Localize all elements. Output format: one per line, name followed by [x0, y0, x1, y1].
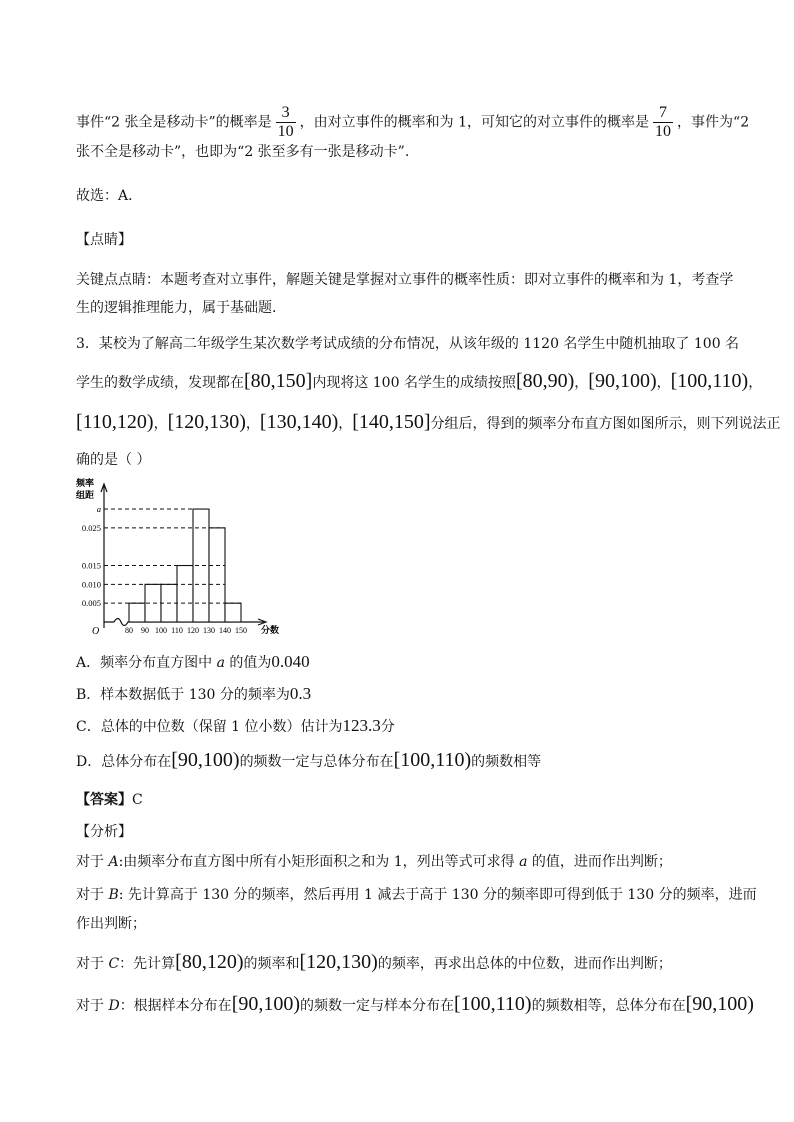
- option-b: [76, 684, 726, 705]
- question-line-3: [76, 411, 781, 434]
- text: 学生的数学成绩，发现都在: [76, 375, 244, 391]
- y-tick-label: a: [96, 504, 101, 515]
- origin-label: O: [92, 626, 100, 637]
- interval-3: [100,110): [670, 370, 749, 392]
- text: 的频率，再求出总体的中位数，进而作出判断；: [377, 956, 672, 972]
- y-tick-label: 0.005: [81, 598, 101, 609]
- interval-5: [120,130): [167, 411, 246, 433]
- interval-2: [90,100): [588, 370, 657, 392]
- histogram-bar: [225, 603, 241, 622]
- text: D．总体分布在: [76, 754, 172, 770]
- question-line-1: 3．某校为了解高二年级学生某次数学考试成绩的分布情况，从该年级的 1120 名学生中随机抽取了 100 名: [76, 336, 740, 352]
- text: 的频数一定与总体分布在: [239, 754, 394, 770]
- tip-line-1: 关键点点睛：本题考查对立事件，解题关键是掌握对立事件的概率性质：即对立事件的概率和为 1，考查学: [76, 272, 734, 288]
- text: ：根据样本分布在: [119, 998, 232, 1014]
- value: 123.3: [342, 716, 381, 735]
- interval-6: [130,140): [259, 411, 339, 433]
- var: A: [108, 854, 119, 870]
- frequency-histogram: [74, 476, 294, 640]
- interval: [80,120): [175, 951, 244, 973]
- text: 的值，进而作出判断；: [527, 854, 672, 870]
- text: : 先计算高于 130 分的频率，然后再用 1 减去于高于 130 分的频率即可得到低于 130 分的频率，进而: [118, 887, 757, 903]
- text: 的频率和: [243, 956, 300, 972]
- text: B．样本数据低于 130 分的频率为: [76, 687, 290, 703]
- text: 的频数一定与样本分布在: [300, 998, 455, 1014]
- text: A．频率分布直方图中: [76, 655, 217, 671]
- value: 0.3: [289, 684, 312, 703]
- analysis-heading: 【分析】: [76, 824, 132, 840]
- tip-heading: 【点睛】: [76, 232, 132, 248]
- text: 对于: [76, 854, 109, 870]
- interval: [90,100): [171, 749, 240, 771]
- analysis-b: [76, 885, 757, 905]
- y-tick-label: 0.025: [81, 522, 101, 533]
- var-a: a: [216, 655, 225, 671]
- interval: [100,110): [454, 993, 532, 1015]
- prev-solution-line-2: 张不全是移动卡”，也即为“2 张至多有一张是移动卡”.: [76, 144, 410, 160]
- text: 对于: [76, 956, 109, 972]
- option-a: [76, 652, 726, 673]
- x-tick-label: 110: [171, 626, 183, 635]
- text: 的值为: [224, 655, 272, 671]
- x-tick-label: 140: [219, 626, 231, 635]
- answer-line: [76, 790, 726, 810]
- interval: [120,130): [299, 951, 378, 973]
- separator: ，: [245, 416, 260, 432]
- numerator: 3: [276, 104, 296, 123]
- separator: ，: [153, 416, 168, 432]
- text: C．总体的中位数（保留 1 位小数）估计为: [76, 719, 343, 735]
- text: 事件“2 张全是移动卡”的概率是: [76, 114, 272, 131]
- y-tick-label: 0.015: [81, 560, 101, 571]
- var: B: [108, 887, 119, 903]
- interval-7: [140,150]: [352, 411, 431, 433]
- histogram-bar: [209, 528, 225, 622]
- var: C: [108, 956, 120, 972]
- interval-1: [80,90): [515, 370, 575, 392]
- text: 分组后，得到的频率分布直方图如图所示，则下列说法正: [430, 416, 781, 432]
- fraction-7-10: [653, 104, 673, 141]
- answer-value: C: [132, 792, 143, 808]
- text: 内现将这 100 名学生的成绩按照: [312, 375, 516, 391]
- text: ，事件为“2: [677, 114, 750, 131]
- numerator: 7: [653, 104, 673, 123]
- denominator: 10: [655, 123, 672, 140]
- x-axis-label: 分数: [261, 625, 280, 635]
- analysis-c: [76, 952, 726, 974]
- text: 对于: [76, 887, 109, 903]
- text: 分: [380, 719, 395, 735]
- answer-label: 【答案】: [76, 792, 132, 808]
- y-tick-label: 0.010: [81, 579, 101, 590]
- prev-choice: 故选：A．: [76, 188, 143, 204]
- text: ：先计算: [119, 956, 176, 972]
- x-tick-label: 130: [203, 626, 215, 635]
- text: 的频数相等，总体分布在: [531, 998, 686, 1014]
- interval: [90,100): [685, 993, 754, 1015]
- denominator: 10: [277, 123, 294, 140]
- tip-line-2: 生的逻辑推理能力，属于基础题.: [76, 300, 277, 316]
- interval: [90,100): [231, 993, 301, 1015]
- prev-solution-line-1: [76, 104, 750, 141]
- question-line-4: 确的是（ ）: [76, 452, 151, 468]
- x-tick-label: 150: [235, 626, 247, 635]
- text: 对于: [76, 998, 109, 1014]
- analysis-b-line-2: 作出判断；: [76, 916, 146, 932]
- histogram-bar: [177, 566, 193, 622]
- x-tick-label: 120: [187, 626, 199, 635]
- analysis-d: [76, 993, 754, 1016]
- x-tick-label: 80: [125, 626, 133, 635]
- histogram-bar: [129, 603, 145, 622]
- y-label-top: 频率: [76, 478, 95, 488]
- interval: [100,110): [393, 749, 472, 771]
- text: ，由对立事件的概率和为 1，可知它的对立事件的概率是: [299, 114, 650, 131]
- interval-4: [110,120): [76, 411, 154, 433]
- text: 的频数相等: [471, 754, 542, 770]
- separator: ，: [748, 375, 763, 391]
- question-line-2: [76, 370, 763, 393]
- option-d: [76, 750, 726, 772]
- var: a: [519, 854, 528, 870]
- x-tick-label: 90: [141, 626, 149, 635]
- option-c: [76, 716, 726, 737]
- y-label-bottom: 组距: [76, 490, 95, 500]
- fraction-3-10: [276, 104, 296, 141]
- separator: ，: [338, 416, 353, 432]
- value: 0.040: [271, 652, 310, 671]
- interval-all: [80,150]: [244, 370, 313, 392]
- separator: ，: [574, 375, 589, 391]
- analysis-a: [76, 852, 726, 872]
- separator: ，: [656, 375, 671, 391]
- var: D: [108, 998, 120, 1014]
- x-tick-label: 100: [155, 626, 167, 635]
- text: :由频率分布直方图中所有小矩形面积之和为 1，列出等式可求得: [118, 854, 520, 870]
